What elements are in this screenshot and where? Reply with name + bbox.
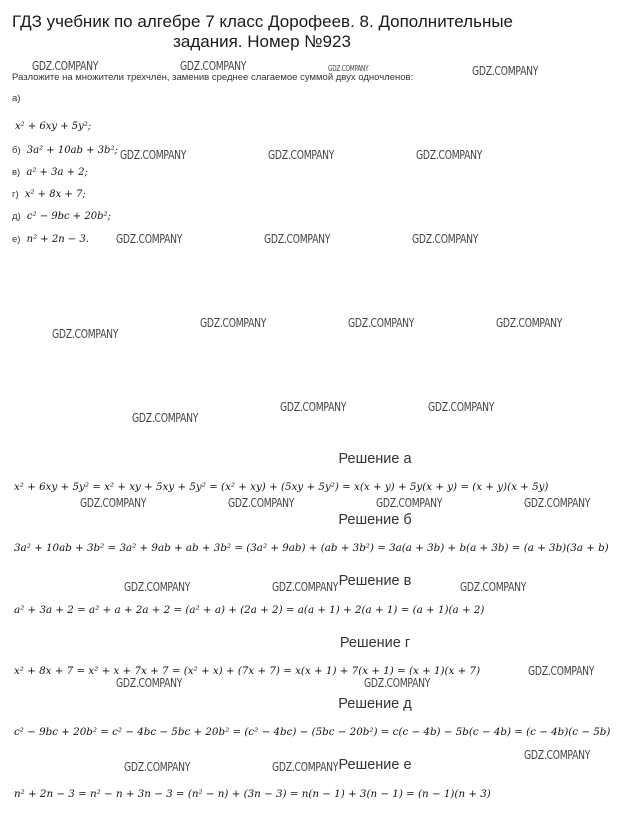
watermark: GDZ.COMPANY (116, 675, 183, 690)
item-expression: c² − 9bc + 20b²; (26, 211, 111, 222)
item-label: г) (12, 189, 19, 200)
page-title-line-1: ГДЗ учебник по алгебре 7 класс Дорофеев. 8. Дополнительные (12, 12, 514, 31)
watermark: GDZ.COMPANY (120, 147, 187, 162)
watermark: GDZ.COMPANY (32, 58, 99, 73)
watermark: GDZ.COMPANY (364, 675, 431, 690)
watermark: GDZ.COMPANY (228, 495, 295, 510)
solution-formula-a: x² + 6xy + 5y² = x² + xy + 5xy + 5y² = (x² + xy) + (5xy + 5y²) = x(x + y) + 5y(x + y) = (x + y)(x + 5y) (14, 481, 549, 493)
solution-formula-e: n² + 2n − 3 = n² − n + 3n − 3 = (n² − n) + (3n − 3) = n(n − 1) + 3(n − 1) = (n − 1)(n + 3) (14, 788, 491, 800)
watermark: GDZ.COMPANY (428, 399, 495, 414)
item-expression: x² + 6xy + 5y²; (15, 121, 92, 132)
task-item-e (12, 234, 89, 245)
watermark: GDZ.COMPANY (524, 747, 591, 762)
watermark: GDZ.COMPANY (264, 231, 331, 246)
watermark: GDZ.COMPANY (412, 231, 479, 246)
solution-heading-v: Решение в (338, 573, 412, 589)
watermark: GDZ.COMPANY (524, 495, 591, 510)
solution-heading-g: Решение г (339, 635, 411, 651)
watermark: GDZ.COMPANY (496, 315, 563, 330)
watermark: GDZ.COMPANY (80, 495, 147, 510)
watermark: GDZ.COMPANY (200, 315, 267, 330)
solution-heading-b: Решение б (338, 512, 412, 528)
watermark: GDZ.COMPANY (528, 663, 595, 678)
task-item-g (12, 189, 86, 200)
solution-formula-g: x² + 8x + 7 = x² + x + 7x + 7 = (x² + x) + (7x + 7) = x(x + 1) + 7(x + 1) = (x + 1)(x + 7) (14, 665, 481, 677)
item-label: б) (12, 145, 21, 156)
watermark: GDZ.COMPANY (132, 410, 199, 425)
watermark: GDZ.COMPANY (280, 399, 347, 414)
page-title-line-2: задания. Номер №923 (173, 32, 351, 51)
watermark: GDZ.COMPANY (348, 315, 415, 330)
watermark: GDZ.COMPANY (416, 147, 483, 162)
watermark: GDZ.COMPANY (472, 63, 539, 78)
item-expression: 3a² + 10ab + 3b²; (26, 145, 118, 156)
watermark: GDZ.COMPANY (268, 147, 335, 162)
page-title (0, 12, 520, 52)
watermark: GDZ.COMPANY (124, 759, 191, 774)
task-item-a (12, 93, 23, 104)
watermark: GDZ.COMPANY (376, 495, 443, 510)
solution-formula-v: a² + 3a + 2 = a² + a + 2a + 2 = (a² + a) + (2a + 2) = a(a + 1) + 2(a + 1) = (a + 1)(a + 2) (14, 604, 485, 616)
solution-formula-d: c² − 9bc + 20b² = c² − 4bc − 5bc + 20b² = (c² − 4bc) − (5bc − 20b²) = c(c − 4b) − 5b(c − 4b) = (c − 4b)(c − 5b) (14, 726, 611, 738)
task-text: Разложите на множители трехчлен, заменив среднее слагаемое суммой двух одночленов: (12, 72, 414, 83)
watermark: GDZ.COMPANY (116, 231, 183, 246)
task-item-d (12, 211, 111, 222)
watermark: GDZ.COMPANY (180, 58, 247, 73)
item-label: а) (12, 93, 21, 104)
task-item-v (12, 167, 88, 178)
solution-heading-d: Решение д (338, 696, 412, 712)
solution-heading-e: Решение е (338, 757, 412, 773)
watermark: GDZ.COMPANY (272, 579, 339, 594)
item-expression: n² + 2n − 3. (26, 234, 89, 245)
item-expression: x² + 8x + 7; (24, 189, 86, 200)
solution-formula-b: 3a² + 10ab + 3b² = 3a² + 9ab + ab + 3b² = (3a² + 9ab) + (ab + 3b²) = 3a(a + 3b) + b(a + 3b) = (a + 3b)(3a + b) (14, 542, 609, 554)
watermark: GDZ.COMPANY (52, 326, 119, 341)
watermark: GDZ.COMPANY (272, 759, 339, 774)
item-label: в) (12, 167, 21, 178)
item-label: е) (12, 234, 21, 245)
item-expression: a² + 3a + 2; (26, 167, 88, 178)
task-item-a-expression (12, 121, 91, 132)
solution-heading-a: Решение а (338, 451, 412, 467)
watermark: GDZ.COMPANY (328, 64, 369, 73)
task-item-b (12, 145, 118, 156)
watermark: GDZ.COMPANY (124, 579, 191, 594)
item-label: д) (12, 211, 21, 222)
watermark: GDZ.COMPANY (460, 579, 527, 594)
